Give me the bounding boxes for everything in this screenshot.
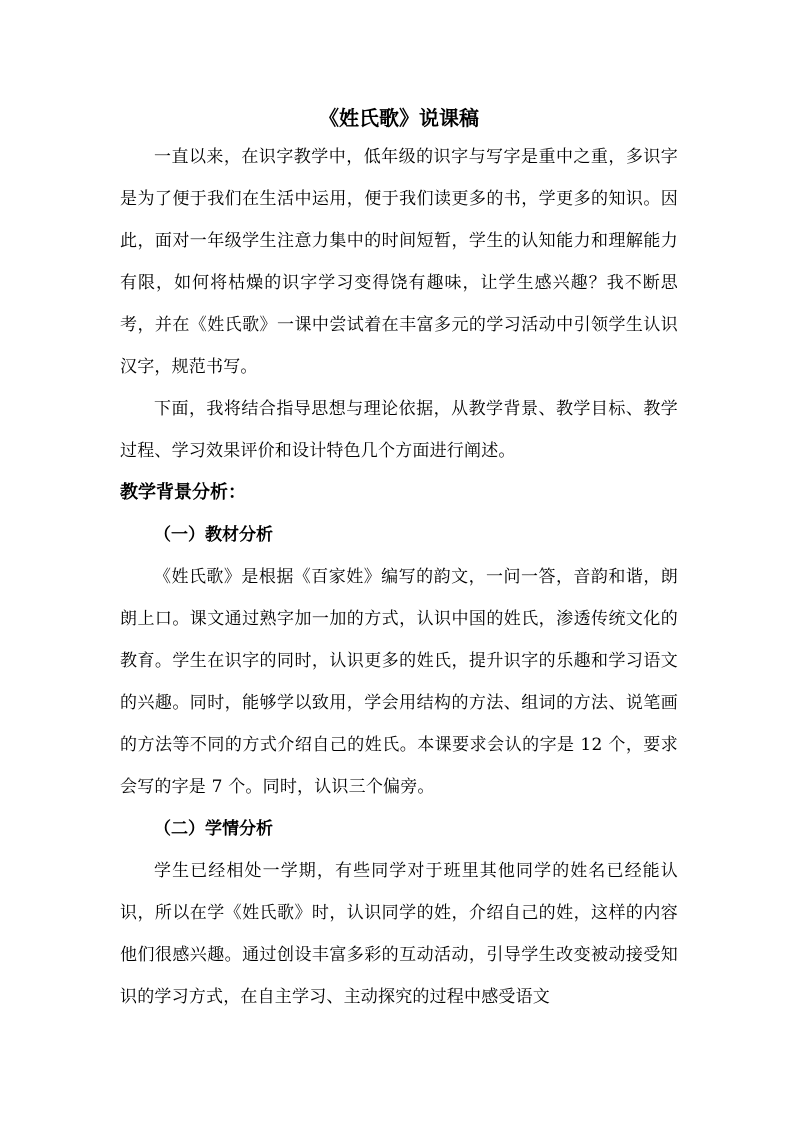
- intro-paragraph-1: 一直以来，在识字教学中，低年级的识字与写字是重中之重，多识字是为了便于我们在生活中运用，便于我们读更多的书，学更多的知识。因此，面对一年级学生注意力集中的时间短暂，学生的认知能力和理解能力有限，如何将枯燥的识字学习变得饶有趣味，让学生感兴趣？我不断思考，并在《姓氏歌》一课中尝试着在丰富多元的学习活动中引领学生认识汉字，规范书写。: [120, 147, 678, 377]
- document-body: [120, 100, 678, 1018]
- subsection-heading-student-analysis: （二）学情分析: [154, 819, 273, 839]
- intro-paragraph-2: 下面，我将结合指导思想与理论依据，从教学背景、教学目标、教学过程、学习效果评价和设计特色几个方面进行阐述。: [120, 399, 678, 461]
- student-analysis-paragraph: 学生已经相处一学期，有些同学对于班里其他同学的姓名已经能认识，所以在学《姓氏歌》时，认识同学的姓，介绍自己的姓，这样的内容他们很感兴趣。通过创设丰富多彩的互动活动，引导学生改变被动接受知识的学习方式，在自主学习、主动探究的过程中感受语文: [120, 861, 678, 1007]
- subsection-heading-textbook-analysis: （一）教材分析: [154, 525, 273, 545]
- document-title: 《姓氏歌》说课稿: [319, 106, 479, 130]
- textbook-analysis-paragraph: 《姓氏歌》是根据《百家姓》编写的韵文，一问一答，音韵和谐，朗朗上口。课文通过熟字加一加的方式，认识中国的姓氏，渗透传统文化的教育。学生在识字的同时，认识更多的姓氏，提升识字的乐趣和学习语文的兴趣。同时，能够学以致用，学会用结构的方法、组词的方法、说笔画的方法等不同的方式介绍自己的姓氏。本课要求会认的字是 12 个，要求会写的字是 7 个。同时，认识三个偏旁。: [120, 567, 678, 797]
- section-heading-teaching-background: 教学背景分析：: [120, 482, 246, 503]
